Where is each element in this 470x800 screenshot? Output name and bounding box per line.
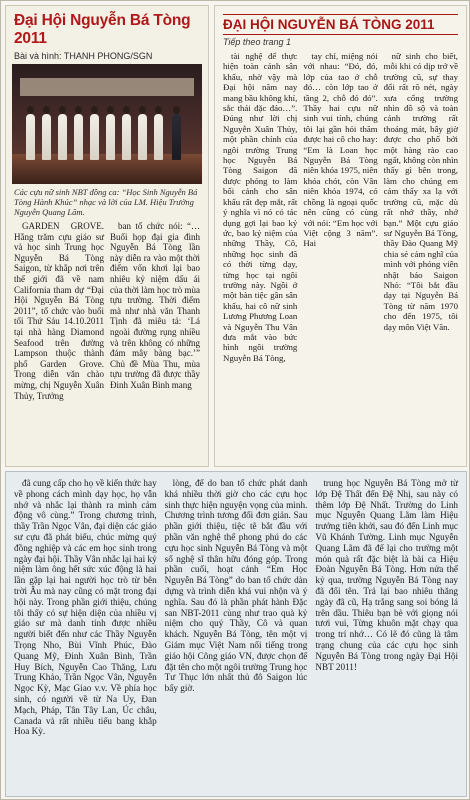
- left-article-column-2: [110, 221, 200, 403]
- choir-singer: [138, 114, 147, 160]
- right-article-columns: [223, 51, 458, 365]
- continued-note: Tiếp theo trang 1: [223, 37, 291, 47]
- left-article-column-1: [14, 221, 104, 403]
- choir-singer: [42, 114, 51, 160]
- bottom-article-column-3: [315, 478, 458, 739]
- paragraph: trung học Nguyễn Bá Tòng mở từ lớp Đệ Thất đến Đệ Nhị, sau này có thêm lớp Đệ Nhất. Trường do Linh mục Nguyễn Quang Lãm làm Hiệu trưởng tiên khởi, sau đó đến Linh mục Vũ Khánh Tường. Linh mục Nguyễn Quang Lãm đã để lại cho trường một món quà rất đặc biệt là bài ca Hiệu Đoàn Nguyễn Bá Tòng. Hơn nửa thế kỷ qua, trường Nguyễn Bá Tòng nay đã đổi tên. Trả lại bao nhiêu thăng ngày đã cũ, Hạ trắng sang soi bóng lá trên dầu. Thiêu bạn bè với giọng nói tươi vui, Từng khuôn mặt chạy qua trong trí nhớ… Có lẽ đó cũng là tâm trạng chung của các cựu học sinh Nguyễn Bá Tòng trong ngày Đại Hội NBT 2011!: [315, 478, 459, 672]
- paragraph: đã cung cấp cho họ về kiến thức hay về phong cách mình dạy học, họ vẫn nhớ và nhắc lại thành ra mình cảm động vô cùng.” Trong chương trình, thầy Trần Ngọc Vân, đại diện các giáo sư cựu đã phát biểu, chúc mừng quý đồng nghiệp và các em học sinh trong ngày đại hội. Thầy Vân nhắc lại hai kỷ niệm làm ông hết sức xúc động là hai lần gặp lại hai người học trò từ bên trời Âu mà nay cũng có mặt trong đại hội này. Trong phần giới thiệu, chúng tôi thấy có sự hiện diện của nhiều vị giáo sư mà danh tính được nhiều người biết đến như các Thầy Nguyễn Trọng Nho, Bùi Vĩnh Phúc, Đào Quang Mỹ, Đinh Xuân Bình, Trần Huy Bích, Nguyễn Cao Thăng, Lưu Trung Khảo, Trần Ngọc Vân, Nguyễn Ngọc Kỳ, Mạc Giao v.v. Về phía học sinh, có người về từ Na Uy, Đan Mạch, Pháp, Tân Tây Lan, Úc châu, Canada và rất nhiều tiểu bang khắp Hoa Kỳ.: [14, 478, 157, 737]
- left-article-byline: Bài và hình: THANH PHONG/SGN: [14, 51, 153, 61]
- paragraph: tài nghệ để thực hiện toàn cảnh sân khấu, nhờ vậy mà Đại hội năm nay mang bầu không khí, sắc thái đặc đáo…”. Đúng như lời chị Nguyễn Xuân Thủy, một phần chính của ngôi trường Trung học Nguyễn Bá Tòng Saigon đã được phóng to làm bối cảnh cho sân khấu rất đẹp mắt, rất ý nghĩa vì nó có tác dụng gợi lại bao kỷ ức, bao kỷ niệm của những Thầy, Cô, những học sinh đã có thời từng dạy, từng học tại ngôi trường này. Ngồi ở một bàn tiệc gần sân khấu, hai cô nữ sinh Lương Phương Loan và Nguyễn Thu Vân đưa mắt vào bức hình ngôi trường Nguyễn Bá Tòng,: [223, 51, 298, 363]
- choir-conductor: [172, 114, 181, 160]
- paragraph: tay chỉ, miệng nói với nhau: “Đó, đó, lớp của tao ở chỗ đó… còn lớp tao ở tầng 2, chỗ đó đó”. Thầy hai cựu nữ sinh vui tính, chúng tôi lại gần hỏi thăm được hai cô cho hay: “Em là Loan học Nguyễn Bá Tòng niên khóa 1975, niên khóa chót, còn Vân niên khóa 1974, có chồng là ngoại quốc nên cũng có cùng với nói: “Em học với Việt cộng 3 năm”. Hai: [303, 51, 378, 249]
- bottom-article-column-1: [14, 478, 157, 739]
- choir-singer: [106, 114, 115, 160]
- paragraph: ban tổ chức nói: “…Buổi họp đại gia đình Nguyễn Bá Tòng lần này diễn ra vào một thời điểm vốn khơi lại bao nhiêu kỷ niệm dấu ái của thời làm học trò mùa tựu trường. Thời điểm mà như nhà văn Thanh Tịnh đã miêu tả: ‘Lá ngoài đường rụng nhiều và trên không có những đám mây bàng bạc.’” Chủ đề Mùa Thu, mùa tựu trường đã được thầy Đinh Xuân Bình mang: [110, 221, 200, 390]
- choir-singer: [90, 114, 99, 160]
- left-article-columns: [14, 221, 200, 403]
- right-article-title: ĐẠI HỘI NGUYỄN BÁ TÒNG 2011: [223, 14, 458, 35]
- choir-photo: [12, 64, 202, 184]
- right-article-column-1: [223, 51, 297, 365]
- bottom-article-clipping: [5, 471, 467, 797]
- bottom-article-columns: [14, 478, 458, 739]
- right-article-clipping: [214, 5, 467, 467]
- choir-singer: [58, 114, 67, 160]
- paragraph: GARDEN GROVE. Hằng trăm cựu giáo sư và học sinh Trung học Nguyễn Bá Tòng Saigon, từ khắp nơi trên thế giới đã về nam California tham dự “Đại Hội Nguyễn Bá Tòng 2011”, tổ chức vào buổi tối Thứ Sáu 14.10.2011 tại nhà hàng Diamond Seafood trên đường Lampson thuộc thành phố Garden Grove. Trong diễn văn chào mừng, chị Nguyễn Xuân Thủy, Trưởng: [14, 221, 104, 401]
- bottom-article-column-2: [165, 478, 308, 739]
- left-article-clipping: [5, 5, 209, 467]
- choir-singer: [122, 114, 131, 160]
- paragraph: lòng, để do ban tổ chức phát danh khá nhiều thời giờ cho các cựu học sinh thực hiện nguyện vọng của mình. Chương trình tương đối đơn giản. Sau phần giới thiệu, tiệc tẽ bắt đầu với phần văn nghệ thể phong phú do các cựu học sinh Nguyễn Bá Tòng và một số nghệ sĩ thân hữu đóng góp. Trong phần cuối, hoạt cảnh “Em Học Nguyễn Bá Tòng” do ban tổ chức dàn dựng và trình diễn khá vui nhộn và ý nghĩa. Sau đó là phần phát hành Đặc san NBT-2011 cùng như trao quà kỷ niệm cho quý Thầy, Cô và quan khách. Nguyễn Bá Tòng, tên một vị Giám mục Việt Nam nổi tiếng trong giáo hội Công giáo VN, được chọn để đặt tên cho một ngôi trường Trung học Tư Thục lớn nhất thủ đô Saigon lúc bấy giờ.: [164, 478, 308, 694]
- choir-singer: [154, 114, 163, 160]
- photo-caption: Các cựu nữ sinh NBT đồng ca: “Học Sinh Nguyễn Bá Tòng Hành Khúc” nhạc và lời của LM. Hiệu Trưởng Nguyễn Quang Lãm.: [14, 187, 198, 217]
- paragraph: nữ sinh cho biết, mỗi khi có dịp trở về trường cũ, sự thay đổi rất rõ nét, ngày xưa cổng trường nhìn đồ sộ và toàn cảnh trường rất thoáng mát, bây giờ được cho phố bởi một hàng rào cao ngất, không còn nhìn thấy gì bên trong, làm cho chúng em cảm thấy xa lạ với trường cũ, mặc dù rất nhớ thầy, nhớ bạn.” Một cựu giáo sư Nguyễn Bá Tòng, thầy Đào Quang Mỹ chia sẻ cảm nghĩ của mình với phóng viên nhật báo Saigon Nhỏ: “Tôi bắt đầu dạy tại Nguyễn Bá Tòng từ năm 1970 cho đến 1975, tôi dạy môn Việt Văn.: [383, 51, 458, 332]
- choir-singer: [26, 114, 35, 160]
- left-article-title: Đại Hội Nguyễn Bá Tòng 2011: [14, 12, 191, 47]
- stage-banner: [20, 78, 194, 96]
- choir-singer: [74, 114, 83, 160]
- right-article-column-3: [384, 51, 458, 365]
- right-article-column-2: [303, 51, 377, 365]
